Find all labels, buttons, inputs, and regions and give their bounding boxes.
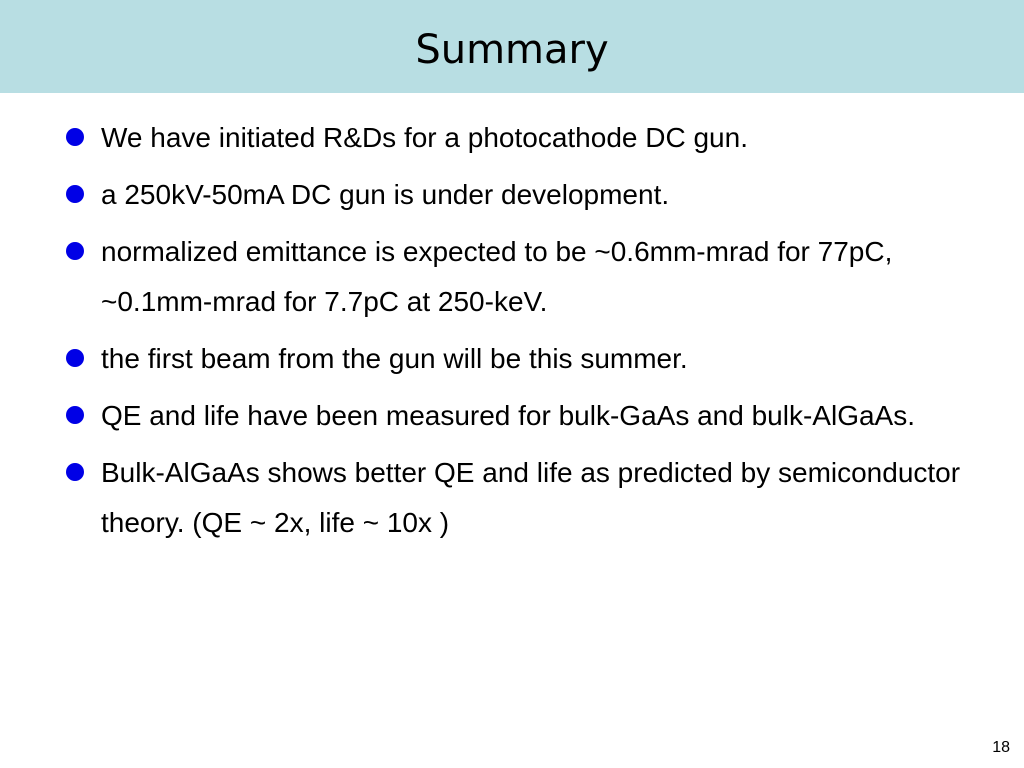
bullet-text: the first beam from the gun will be this summer. (101, 343, 688, 374)
bullet-dot-icon (66, 406, 84, 424)
bullet-text: Bulk-AlGaAs shows better QE and life as predicted by semiconductor theory. (QE ~ 2x, life ~ 10x ) (101, 457, 961, 538)
bullet-item (66, 113, 966, 163)
bullet-item (66, 334, 966, 384)
bullet-item (66, 448, 966, 548)
bullet-dot-icon (66, 128, 84, 146)
bullet-item (66, 391, 966, 441)
bullet-list (66, 113, 966, 555)
bullet-text: We have initiated R&Ds for a photocathode DC gun. (101, 122, 748, 153)
bullet-item (66, 170, 966, 220)
page-number: 18 (992, 739, 1010, 756)
bullet-text: a 250kV-50mA DC gun is under development. (101, 179, 670, 210)
bullet-dot-icon (66, 349, 84, 367)
bullet-dot-icon (66, 185, 84, 203)
slide-title: Summary (415, 27, 609, 73)
bullet-item (66, 227, 966, 327)
bullet-dot-icon (66, 463, 84, 481)
bullet-text: QE and life have been measured for bulk-GaAs and bulk-AlGaAs. (101, 400, 915, 431)
bullet-dot-icon (66, 242, 84, 260)
bullet-text: normalized emittance is expected to be ~0.6mm-mrad for 77pC, ~0.1mm-mrad for 7.7pC at 250-keV. (101, 236, 893, 317)
